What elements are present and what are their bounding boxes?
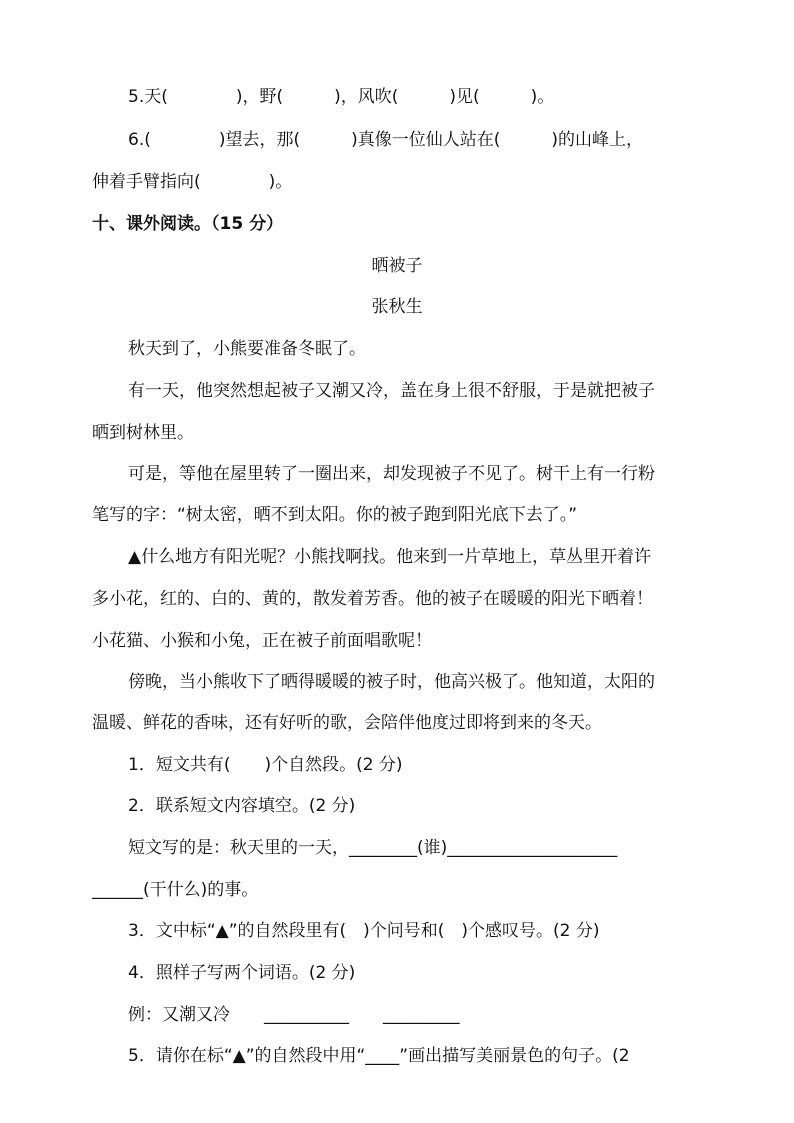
passage-author: 张秋生 — [371, 297, 423, 317]
passage-title: 晒被子 — [371, 256, 423, 276]
reading-question-1: 1．短文共有( )个自然段。(2 分) — [128, 755, 403, 775]
reading-question-5: 5．请你在标“▲”的自然段中用“____”画出描写美丽景色的句子。(2 — [128, 1046, 630, 1066]
fill-blank-question-6-line-1: 6.( )望去，那( )真像一位仙人站在( )的山峰上， — [128, 130, 644, 150]
reading-question-2-blank-line-1: 短文写的是：秋天里的一天，________(谁)____________________ — [128, 838, 618, 858]
reading-question-3: 3．文中标“▲”的自然段里有( )个问号和( )个感叹号。(2 分) — [128, 921, 600, 941]
passage-paragraph-5-line-1: 傍晚，当小熊收下了晒得暖暖的被子时，他高兴极了。他知道，太阳的 — [128, 672, 655, 692]
fill-blank-question-6-line-2: 伸着手臂指向( )。 — [92, 172, 293, 192]
reading-question-4: 4．照样子写两个词语。(2 分) — [128, 963, 356, 983]
passage-paragraph-4-line-1: ▲什么地方有阳光呢？小熊找啊找。他来到一片草地上，草丛里开着许 — [128, 547, 652, 567]
reading-question-2: 2．联系短文内容填空。(2 分) — [128, 796, 356, 816]
passage-paragraph-2-line-1: 有一天，他突然想起被子又潮又冷，盖在身上很不舒服，于是就把被子 — [128, 381, 655, 401]
reading-question-4-example: 例：又潮又冷 __________ _________ — [128, 1005, 460, 1025]
reading-question-2-blank-line-2: ______(干什么)的事。 — [92, 880, 259, 900]
passage-paragraph-4-line-2: 多小花，红的、白的、黄的，散发着芳香。他的被子在暖暖的阳光下晒着！ — [92, 589, 653, 609]
passage-paragraph-1: 秋天到了，小熊要准备冬眠了。 — [128, 339, 366, 359]
fill-blank-question-5: 5.天( )，野( )，风吹( )见( )。 — [128, 87, 555, 107]
passage-paragraph-2-line-2: 晒到树林里。 — [92, 423, 194, 443]
passage-paragraph-3-line-1: 可是，等他在屋里转了一圈出来，却发现被子不见了。树干上有一行粉 — [128, 464, 655, 484]
passage-paragraph-4-line-3: 小花猫、小猴和小兔，正在被子前面唱歌呢！ — [92, 631, 432, 651]
section-heading-extracurricular-reading: 十、课外阅读。（15 分） — [92, 214, 284, 234]
passage-paragraph-5-line-2: 温暖、鲜花的香味，还有好听的歌，会陪伴他度过即将到来的冬天。 — [92, 713, 602, 733]
passage-paragraph-3-line-2: 笔写的字：“树太密，晒不到太阳。你的被子跑到阳光底下去了。” — [92, 505, 578, 525]
